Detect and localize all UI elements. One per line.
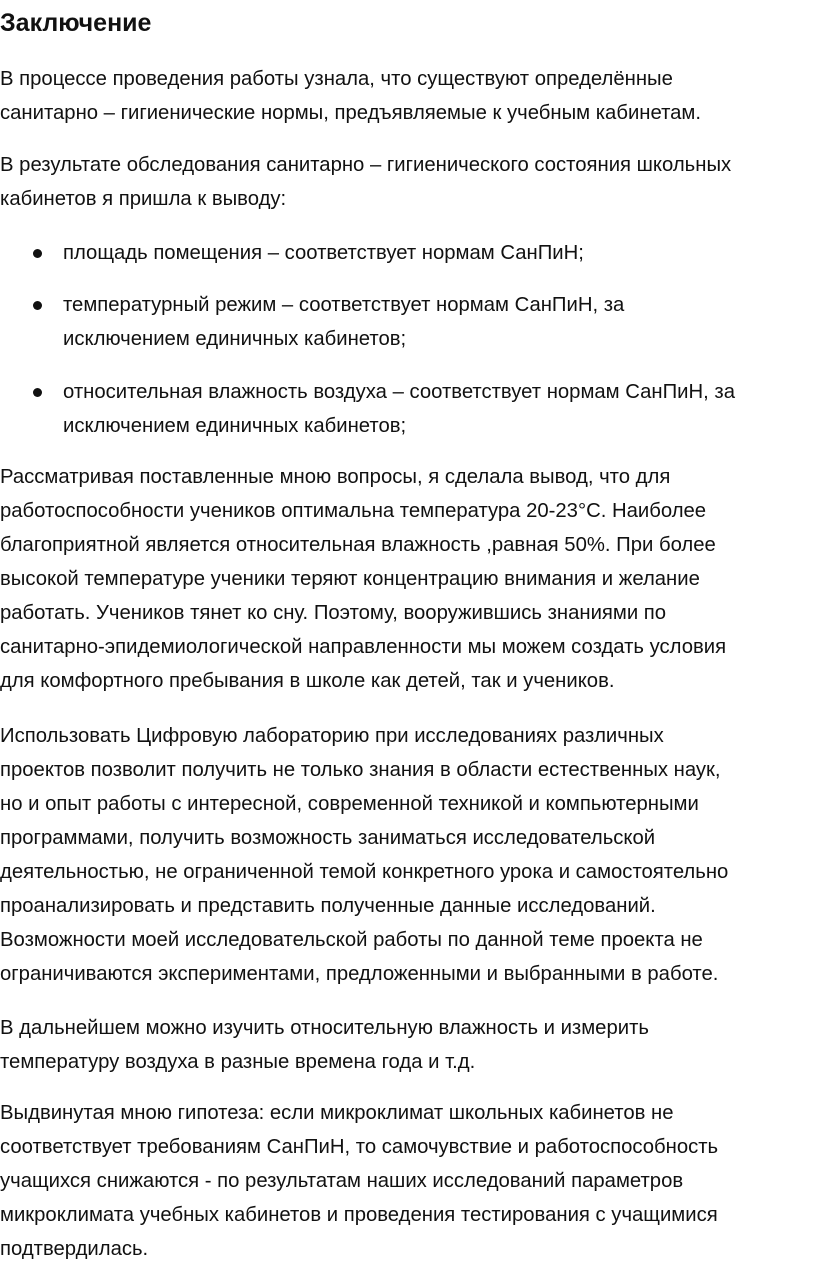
page-title: Заключение xyxy=(0,9,152,37)
intro-paragraph: В процессе проведения работы узнала, что существуют определённые санитарно – гигиенические нормы, предъявляемые к учебным кабинетам. xyxy=(0,68,701,124)
bullet-text: температурный режим – соответствует нормам СанПиН, за исключением единичных кабинетов; xyxy=(63,294,625,350)
considering-paragraph: Рассматривая поставленные мною вопросы, я сделала вывод, что для работоспособности учеников оптимальна температура 20-23°С. Наиболее благоприятной является относительная влажность ,равная 50%. При более высокой температуре ученики теряют концентрацию внимания и желание работать. Учеников тянет ко сну. Поэтому, вооружившись знаниями по санитарно-эпидемиологической направленности мы можем создать условия для комфортного пребывания в школе как детей, так и учеников. xyxy=(0,466,727,692)
hypothesis-paragraph: Выдвинутая мною гипотеза: если микроклимат школьных кабинетов не соответствует требованиям СанПиН, то самочувствие и работоспособность учащихся снижаются - по результатам наших исследований параметров микроклимата учебных кабинетов и проведения тестирования с учащимися подтвердилась. xyxy=(0,1102,719,1260)
bullet-text: относительная влажность воздуха – соответствует нормам СанПиН, за исключением единичных кабинетов; xyxy=(63,381,736,437)
digital-lab-paragraph: Использовать Цифровую лабораторию при исследованиях различных проектов позволит получить не только знания в области естественных наук, но и опыт работы с интересной, современной техникой и компьютерными программами, получить возможность заниматься исследовательской деятельностью, не ограниченной темой конкретного урока и самостоятельно проанализировать и представить полученные данные исследований. Возможности моей исследовательской работы по данной теме проекта не ограничиваются экспериментами, предложенными и выбранными в работе. xyxy=(0,725,729,985)
bullet-text: площадь помещения – соответствует нормам СанПиН; xyxy=(63,242,584,264)
bullet-dot-icon xyxy=(33,301,42,310)
bullet-dot-icon xyxy=(33,249,42,258)
future-paragraph: В дальнейшем можно изучить относительную влажность и измерить температуру воздуха в разные времена года и т.д. xyxy=(0,1017,649,1073)
survey-paragraph: В результате обследования санитарно – гигиенического состояния школьных кабинетов я пришла к выводу: xyxy=(0,154,732,210)
bullet-dot-icon xyxy=(33,388,42,397)
